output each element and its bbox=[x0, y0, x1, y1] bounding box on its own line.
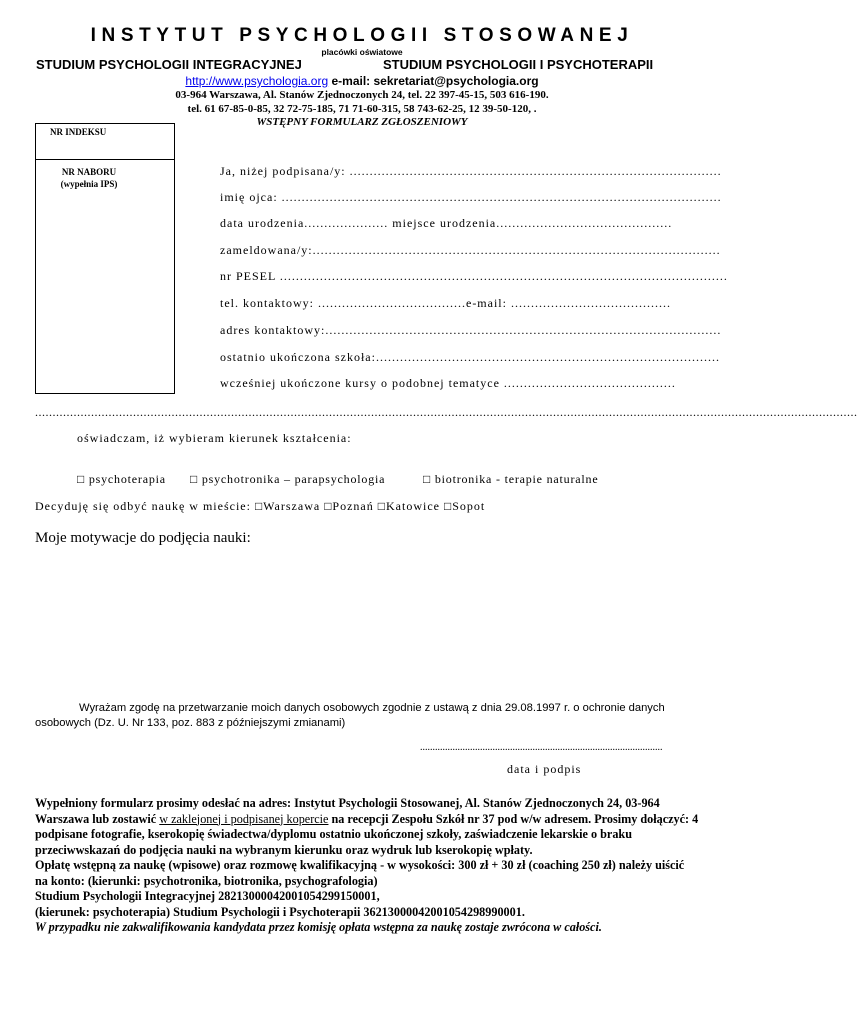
website-link[interactable]: http://www.psychologia.org bbox=[185, 74, 329, 88]
email-text: e-mail: sekretariat@psychologia.org bbox=[331, 74, 539, 88]
declaration-text: oświadczam, iż wybieram kierunek kształcenia: bbox=[77, 431, 352, 445]
studium-psychoterapii-heading: STUDIUM PSYCHOLOGII I PSYCHOTERAPII bbox=[383, 57, 654, 72]
motivation-label: Moje motywacje do podjęcia nauki: bbox=[35, 530, 251, 546]
studium-integracyjne-heading: STUDIUM PSYCHOLOGII INTEGRACYJNEJ bbox=[36, 57, 302, 72]
index-number-label: NR INDEKSU bbox=[50, 127, 107, 137]
footer-p1-end: na recepcji Zespołu Szkół nr 37 pod w/w adresem. Prosimy dołączyć: 4 podpisane fotografie, kserokopię świadectwa/dyplomu ostatnio ukończonej szkoły, zaświadczenie lekarskie o braku przeciwwskazań do podjęcia nauki na wybranym kierunku oraz wydruk lub kserokopię wpłaty. bbox=[35, 811, 699, 857]
footer-instructions bbox=[35, 796, 699, 936]
footer-paragraph-2: Opłatę wstępną za naukę (wpisowe) oraz rozmowę kwalifikacyjną - w wysokości: 300 zł + 30 zł (coaching 250 zł) należy uiścić na konto: (kierunki: psychotronika, biotronika, psychografologia) bbox=[35, 858, 685, 888]
address-line: 03-964 Warszawa, Al. Stanów Zjednoczonych 24, tel. 22 397-45-15, 503 616-190. bbox=[175, 89, 549, 101]
field-phone-email[interactable]: tel. kontaktowy: .....................................e-mail: ........................................ bbox=[220, 296, 671, 310]
field-name[interactable]: Ja, niżej podpisana/y: ............................................................................................. bbox=[220, 164, 722, 178]
city-choice-line[interactable]: Decyduję się odbyć naukę w mieście: □Warszawa □Poznań □Katowice □Sopot bbox=[35, 499, 486, 513]
option-psychotronika[interactable]: □ psychotronika – parapsychologia bbox=[190, 472, 386, 486]
footer-paragraph-1 bbox=[35, 796, 699, 858]
footer-account-2: (kierunek: psychoterapia) Studium Psychologii i Psychoterapii 36213000042001054298990001. bbox=[35, 904, 525, 919]
footer-p1-underlined: w zaklejonej i podpisanej kopercie bbox=[159, 811, 329, 826]
option-psychoterapia[interactable]: □ psychoterapia bbox=[77, 472, 166, 486]
recruit-note: (wypełnia IPS) bbox=[60, 179, 118, 189]
field-pesel[interactable]: nr PESEL ................................................................................................................ bbox=[220, 269, 728, 283]
footer-account-1: Studium Psychologii Integracyjnej 28213000042001054299150001, bbox=[35, 889, 380, 903]
institute-title: INSTYTUT PSYCHOLOGII STOSOWANEJ bbox=[90, 25, 634, 46]
footer-p1-start: Wypełniony formularz prosimy odesłać na adres: Instytut Psychologii Stosowanej, Al. Stanów Zjednoczonych 24, 03-964 Warszawa lub zostawić bbox=[35, 796, 660, 826]
field-birth[interactable]: data urodzenia..................... miejsce urodzenia............................................ bbox=[220, 216, 673, 230]
form-title: WSTĘPNY FORMULARZ ZGŁOSZENIOWY bbox=[256, 116, 468, 128]
field-residence[interactable]: zameldowana/y:...................................................................................................... bbox=[220, 243, 721, 257]
field-last-school[interactable]: ostatnio ukończona szkoła:...................................................................................... bbox=[220, 350, 720, 364]
signature-label: data i podpis bbox=[507, 762, 582, 776]
photo-box bbox=[35, 160, 175, 394]
recruit-label: NR NABORU bbox=[61, 167, 117, 177]
signature-line[interactable]: ................................................................................................. bbox=[420, 742, 663, 753]
footer-refund-note: W przypadku nie zakwalifikowania kandydata przez komisję opłata wstępna za naukę zostaje zwrócona w całości. bbox=[35, 920, 602, 934]
subtitle: placówki oświatowe bbox=[321, 47, 403, 57]
phones-line: tel. 61 67-85-0-85, 32 72-75-185, 71 71-60-315, 58 743-62-25, 12 39-50-120, . bbox=[187, 103, 537, 115]
field-address[interactable]: adres kontaktowy:................................................................................................... bbox=[220, 323, 722, 337]
field-continuation-line[interactable]: ........................................................................................................................................................................................................................................... bbox=[35, 405, 858, 419]
field-previous-courses[interactable]: wcześniej ukończone kursy o podobnej tematyce ........................................... bbox=[220, 376, 676, 390]
data-consent-text: Wyrażam zgodę na przetwarzanie moich danych osobowych zgodnie z ustawą z dnia 29.08.1997 r. o ochronie danych osobowych (Dz. U. Nr 133, poz. 883 z późniejszymi zmianami) bbox=[35, 702, 665, 729]
recruitment-number-label bbox=[35, 166, 143, 190]
field-father-name[interactable]: imię ojca: .............................................................................................................. bbox=[220, 190, 722, 204]
option-biotronika[interactable]: □ biotronika - terapie naturalne bbox=[423, 472, 599, 486]
contact-line bbox=[0, 74, 724, 88]
